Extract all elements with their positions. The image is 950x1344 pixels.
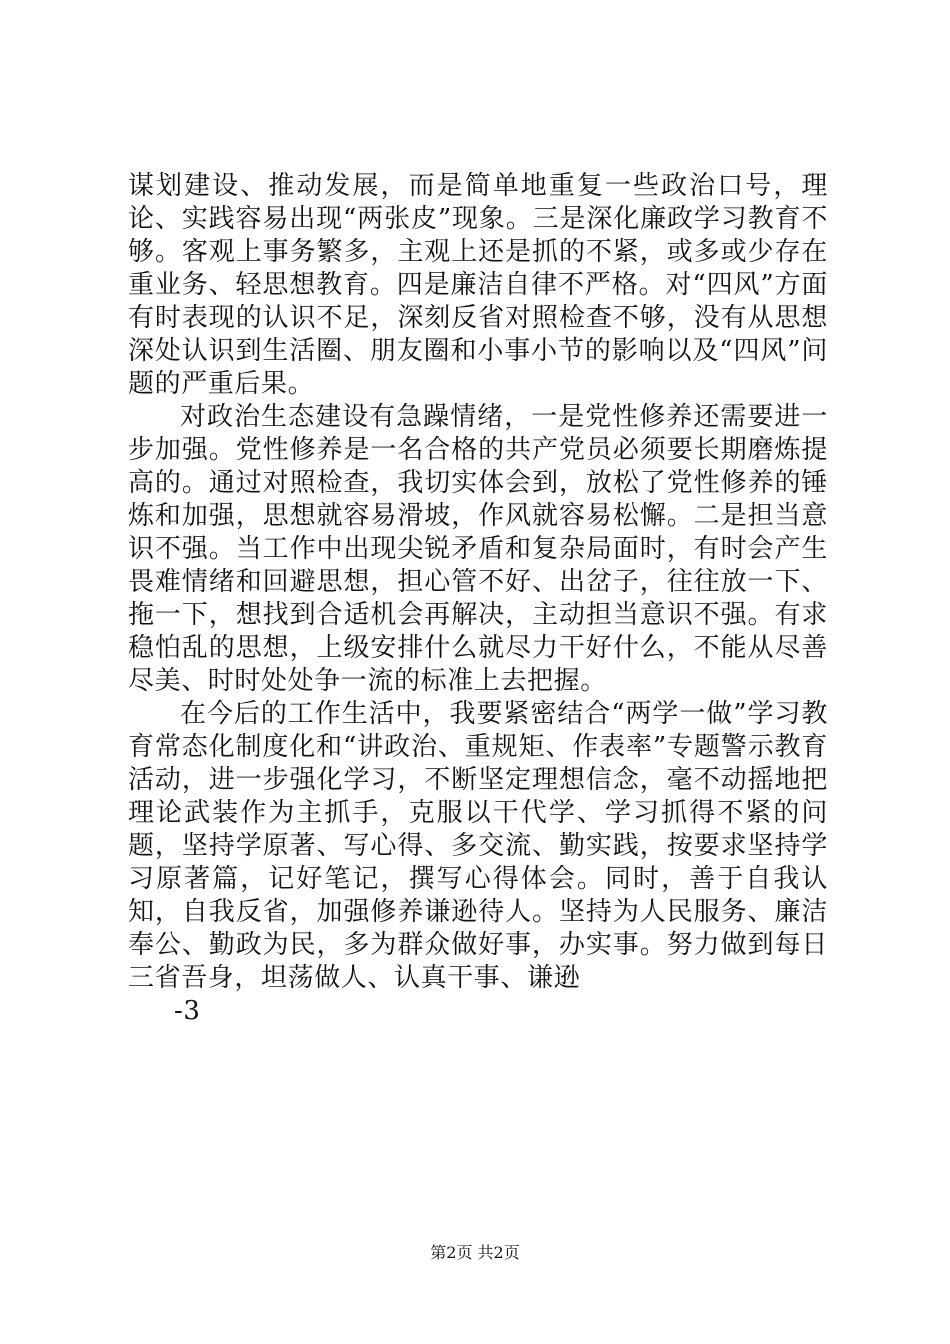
- paragraph-1: 谋划建设、推动发展，而是简单地重复一些政治口号，理论、实践容易出现“两张皮”现象。三是深化廉政学习教育不够。客观上事务繁多，主观上还是抓的不紧，或多或少存在重业务、轻思想教育。四是廉洁自律不严格。对“四风”方面有时表现的认识不足，深刻反省对照检查不够，没有从思想深处认识到生活圈、朋友圈和小事小节的影响以及“四风”问题的严重后果。: [128, 171, 828, 399]
- inline-page-marker: -3: [174, 996, 201, 1026]
- paragraph-2: 对政治生态建设有急躁情绪，一是党性修养还需要进一步加强。党性修养是一名合格的共产党员必须要长期磨炼提高的。通过对照检查，我切实体会到，放松了党性修养的锤炼和加强，思想就容易滑坡，作风就容易松懈。二是担当意识不强。当工作中出现尖锐矛盾和复杂局面时，有时会产生畏难情绪和回避思想，担心管不好、出岔子，往往放一下、拖一下，想找到合适机会再解决，主动担当意识不强。有求稳怕乱的思想，上级安排什么就尽力干好什么，不能从尽善尽美、时时处处争一流的标准上去把握。: [128, 402, 828, 696]
- paragraph-3: 在今后的工作生活中，我要紧密结合“两学一做”学习教育常态化制度化和“讲政治、重规矩、作表率”专题警示教育活动，进一步强化学习，不断坚定理想信念，毫不动摇地把理论武装作为主抓手，克服以干代学、学习抓得不紧的问题，坚持学原著、写心得、多交流、勤实践，按要求坚持学习原著篇，记好笔记，撰写心得体会。同时，善于自我认知，自我反省，加强修养谦逊待人。坚持为人民服务、廉洁奉公、勤政为民，多为群众做好事，办实事。努力做到每日三省吾身，坦荡做人、认真干事、谦逊: [128, 699, 828, 993]
- document-body: [128, 170, 828, 1028]
- page-footer: 第2页 共2页: [430, 1243, 520, 1262]
